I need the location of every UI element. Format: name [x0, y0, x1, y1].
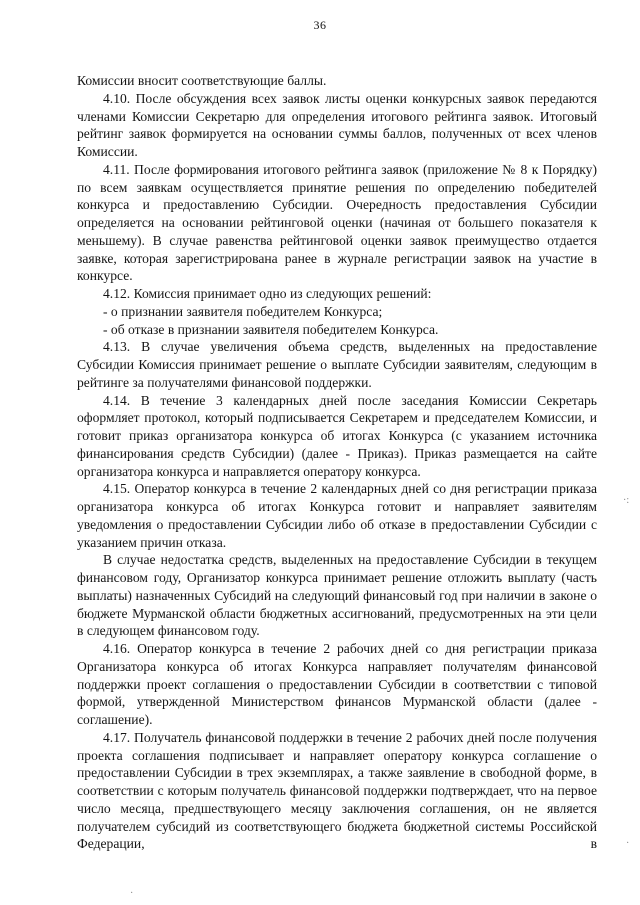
paragraph-4-13: 4.13. В случае увеличения объема средств, выделенных на предоставление Субсидии Комиссия принимает решение о выплате Субсидии заявителям, следующим в рейтинге за получателями финансовой поддержки. — [77, 339, 597, 390]
page-number: 36 — [313, 18, 327, 32]
scan-speck: ·: — [623, 495, 630, 506]
list-item-winner: - о признании заявителя победителем Конкурса; — [103, 303, 383, 319]
scan-speck: · — [626, 838, 630, 849]
paragraph-4-14: 4.14. В течение 3 календарных дней после заседания Комиссии Секретарь оформляет протокол, который подписывается Секретарем и председателем Комиссии, и готовит приказ организатора конкурса об итогах Конкурса (с указанием источника финансирования средств Субсидии) (далее - Приказ). Приказ размещается на сайте организатора конкурса и направляется оператору конкурса. — [77, 392, 597, 479]
paragraph-4-15-shortage: В случае недостатка средств, выделенных на предоставление Субсидии в текущем финансовом году, Организатор конкурса принимает решение отложить выплату (часть выплаты) назначенных Субсидий на следующий финансовый год при наличии в законе о бюджете Мурманской области бюджетных ассигнований, предусмотренных на эти цели в следующем финансовом году. — [77, 552, 597, 639]
paragraph-4-16: 4.16. Оператор конкурса в течение 2 рабочих дней со дня регистрации приказа Организатора конкурса об итогах Конкурса направляет получателям финансовой поддержки проект соглашения о предоставлении Субсидии в соответствии с типовой формой, утвержденной Министерством финансов Мурманской области (далее - соглашение). — [77, 641, 597, 727]
paragraph-4-15: 4.15. Оператор конкурса в течение 2 календарных дней со дня регистрации приказа организатора конкурса об итогах Конкурса готовит и направляет заявителям уведомления о предоставлении Субсидии либо об отказе в предоставлении Субсидии с указанием причин отказа. — [77, 481, 597, 550]
paragraph-4-11: 4.11. После формирования итогового рейтинга заявок (приложение № 8 к Порядку) по всем заявкам осуществляется принятие решения по определению победителей конкурса и предоставлению Субсидии. Очередность предоставления Субсидии определяется на основании рейтинговой оценки (начиная от большего показателя к меньшему). В случае равенства рейтинговой оценки заявок преимущество отдается заявке, которая зарегистрирована ранее в журнале регистрации заявок на участие в конкурсе. — [77, 161, 597, 284]
paragraph-intro: Комиссии вносит соответствующие баллы. — [77, 73, 327, 88]
scan-speck: · — [130, 888, 134, 899]
paragraph-4-12: 4.12. Комиссия принимает одно из следующих решений: — [103, 286, 432, 301]
paragraph-4-10: 4.10. После обсуждения всех заявок листы оценки конкурсных заявок передаются членами Комиссии Секретарю для определения итогового рейтинга заявок. Итоговый рейтинг заявок формируется на основании суммы баллов, полученных от всех членов Комиссии. — [77, 90, 597, 159]
document-body — [77, 72, 597, 853]
paragraph-4-17: 4.17. Получатель финансовой поддержки в течение 2 рабочих дней после получения проекта соглашения подписывает и направляет оператору конкурса соглашение о предоставлении Субсидии в трех экземплярах, а также заявление в свободной форме, в соответствии с которым получатель финансовой поддержки подтверждает, что на первое число месяца, предшествующего месяцу заключения соглашения, он не является получателем субсидий из соответствующего бюджета бюджетной системы Российской Федерации, в — [77, 729, 597, 852]
list-item-refusal: - об отказе в признании заявителя победителем Конкурса. — [103, 321, 439, 337]
